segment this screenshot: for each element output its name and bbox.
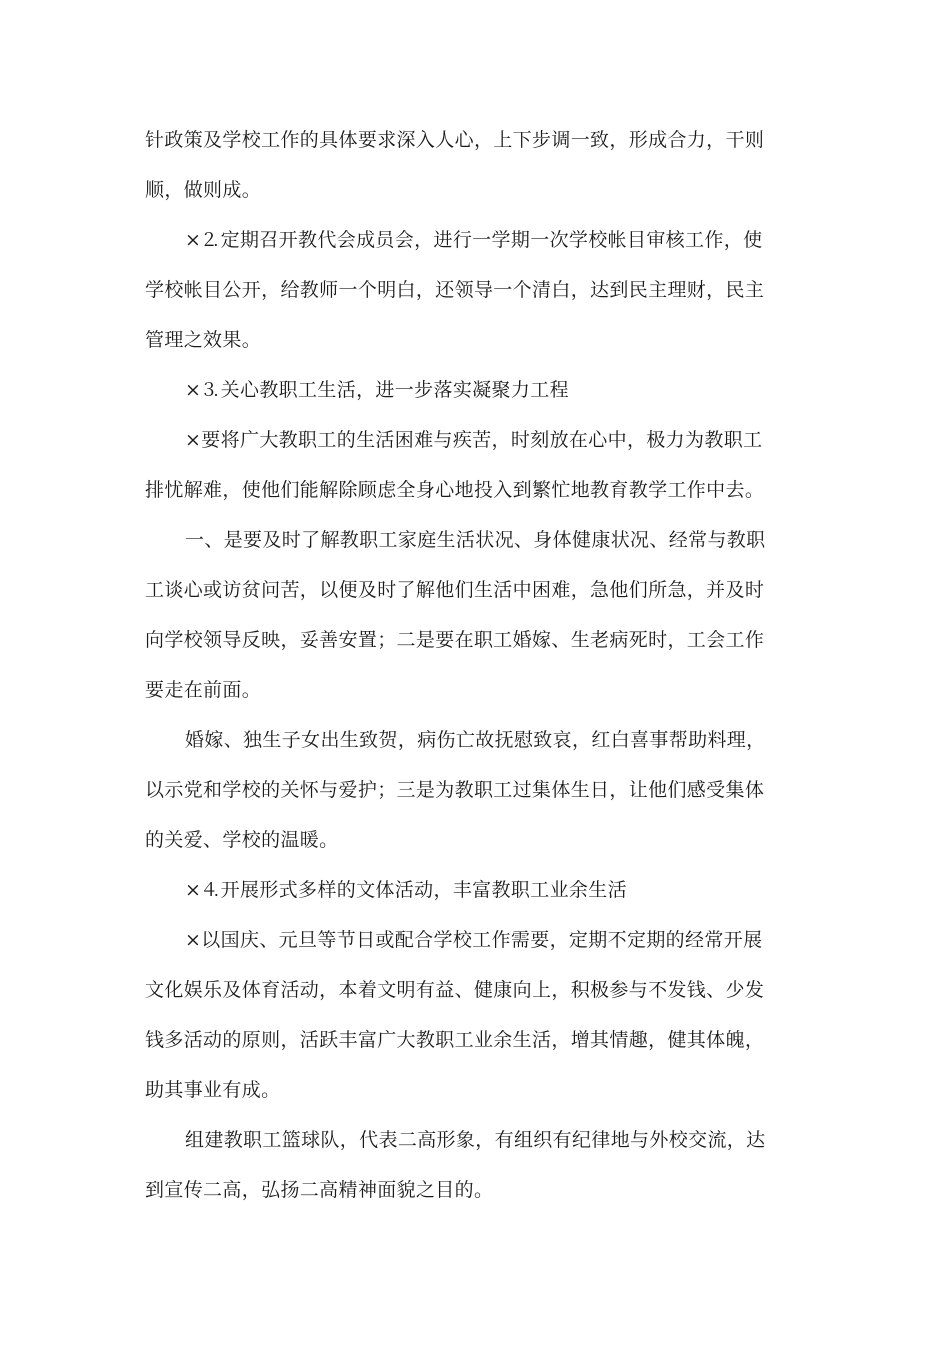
text-line: 排忧解难，使他们能解除顾虑全身心地投入到繁忙地教育教学工作中去。	[145, 479, 765, 501]
text-line: 助其事业有成。	[145, 1079, 281, 1101]
text-line: 一、是要及时了解教职工家庭生活状况、身体健康状况、经常与教职	[185, 529, 766, 551]
text-line: 管理之效果。	[145, 329, 262, 351]
text-line: 以示党和学校的关怀与爱护；三是为教职工过集体生日，让他们感受集体	[145, 779, 765, 801]
text-line: 要走在前面。	[145, 679, 262, 701]
text-line: 到宣传二高，弘扬二高精神面貌之目的。	[145, 1179, 494, 1201]
document-body	[145, 122, 770, 1222]
text-line: ×以国庆、元旦等节日或配合学校工作需要，定期不定期的经常开展	[185, 929, 763, 951]
text-line: ×⒋开展形式多样的文体活动，丰富教职工业余生活	[185, 879, 627, 901]
text-line: 工谈心或访贫问苦，以便及时了解他们生活中困难，急他们所急，并及时	[145, 579, 765, 601]
text-line: 学校帐目公开，给教师一个明白，还领导一个清白，达到民主理财，民主	[145, 279, 765, 301]
text-line: 组建教职工篮球队，代表二高形象，有组织有纪律地与外校交流，达	[185, 1129, 766, 1151]
text-line: ×要将广大教职工的生活困难与疾苦，时刻放在心中，极力为教职工	[185, 429, 763, 451]
text-line: 婚嫁、独生子女出生致贺，病伤亡故抚慰致哀，红白喜事帮助料理，	[185, 729, 766, 751]
text-line: 顺，做则成。	[145, 179, 262, 201]
text-line: ×⒊关心教职工生活，进一步落实凝聚力工程	[185, 379, 569, 401]
text-line: 针政策及学校工作的具体要求深入人心，上下步调一致，形成合力，干则	[145, 129, 765, 151]
text-line: ×⒉定期召开教代会成员会，进行一学期一次学校帐目审核工作，使	[185, 229, 763, 251]
text-line: 文化娱乐及体育活动，本着文明有益、健康向上，积极参与不发钱、少发	[145, 979, 765, 1001]
text-line: 钱多活动的原则，活跃丰富广大教职工业余生活，增其情趣，健其体魄，	[145, 1029, 765, 1051]
text-line: 向学校领导反映，妥善安置；二是要在职工婚嫁、生老病死时，工会工作	[145, 629, 765, 651]
text-line: 的关爱、学校的温暖。	[145, 829, 339, 851]
